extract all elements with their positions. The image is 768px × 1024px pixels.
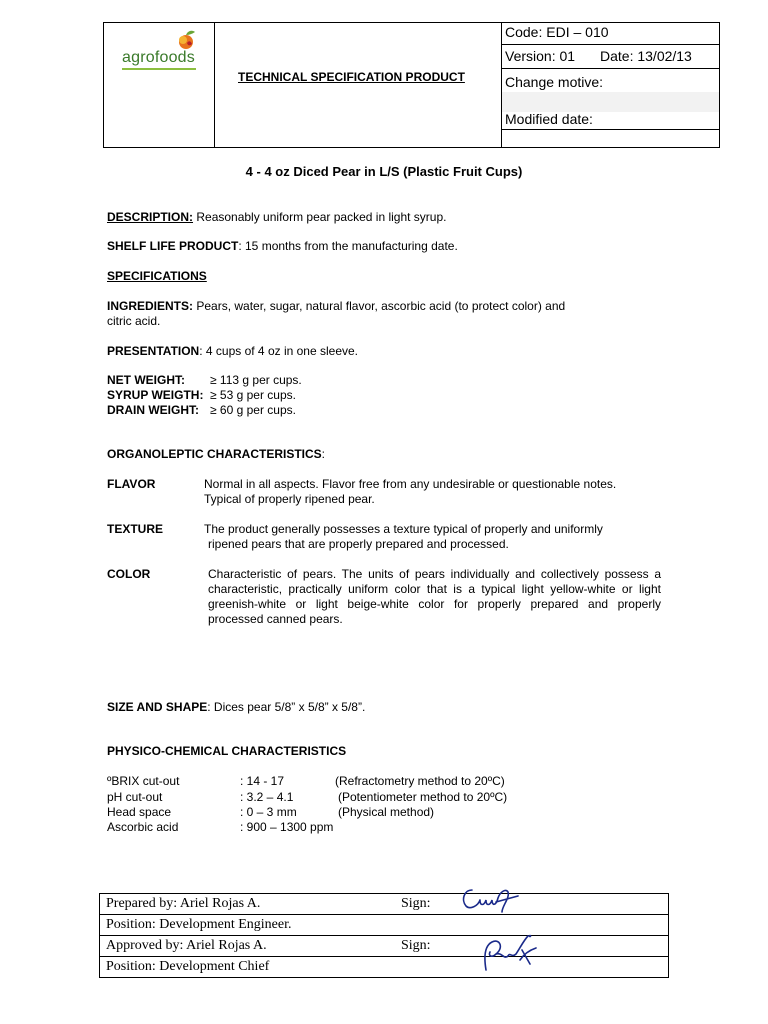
- signature-2: [476, 930, 540, 976]
- position-engineer: Position: Development Engineer.: [106, 917, 292, 932]
- flavor-label: FLAVOR: [107, 477, 156, 491]
- shelf-life: [107, 239, 458, 253]
- drain-weight-label: DRAIN WEIGHT:: [107, 403, 199, 417]
- modified-date-field: Modified date:: [505, 111, 593, 127]
- physico-heading: PHYSICO-CHEMICAL CHARACTERISTICS: [107, 744, 347, 758]
- doc-type-title: TECHNICAL SPECIFICATION PRODUCT: [238, 70, 465, 84]
- texture-line2: ripened pears that are properly prepared and processed.: [208, 537, 509, 551]
- description-label: DESCRIPTION:: [107, 210, 194, 224]
- physico-row-value: : 0 – 3 mm: [240, 805, 297, 819]
- flavor-line1: Normal in all aspects. Flavor free from any undesirable or questionable notes.: [204, 477, 617, 491]
- logo-text: agrofoods: [122, 49, 195, 66]
- description-text: Reasonably uniform pear packed in light syrup.: [193, 210, 447, 224]
- flavor-line2: Typical of properly ripened pear.: [204, 492, 375, 506]
- ingredients: [107, 299, 565, 313]
- prepared-by: Prepared by: Ariel Rojas A.: [106, 896, 261, 911]
- physico-row-name: Ascorbic acid: [107, 820, 179, 834]
- shelf-life-label: SHELF LIFE PRODUCT: [107, 239, 239, 253]
- product-title: 4 - 4 oz Diced Pear in L/S (Plastic Fruit Cups): [245, 164, 523, 179]
- syrup-weight-value: ≥ 53 g per cups.: [210, 388, 296, 402]
- shelf-life-text: : 15 months from the manufacturing date.: [238, 239, 458, 253]
- net-weight-label: NET WEIGHT:: [107, 373, 185, 387]
- physico-row-name: ºBRIX cut-out: [107, 774, 180, 788]
- physico-row-method: (Potentiometer method to 20ºC): [338, 790, 508, 804]
- logo-underline: [122, 68, 196, 70]
- drain-weight-value: ≥ 60 g per cups.: [210, 403, 296, 417]
- approval-table: [99, 893, 669, 978]
- specifications-heading: SPECIFICATIONS: [107, 269, 207, 283]
- approval-row: [100, 957, 668, 978]
- approval-row: [100, 915, 668, 936]
- physico-row-name: pH cut-out: [107, 790, 163, 804]
- change-motive-shade: [502, 92, 719, 112]
- position-chief: Position: Development Chief: [106, 959, 270, 974]
- version-field: Version: 01: [505, 48, 576, 64]
- ingredients-line2: citric acid.: [107, 314, 161, 328]
- size-shape-text: : Dices pear 5/8” x 5/8” x 5/8”.: [207, 700, 366, 714]
- header-row-line: [501, 44, 719, 45]
- date-field: Date: 13/02/13: [600, 48, 692, 64]
- physico-row-value: : 3.2 – 4.1: [240, 790, 294, 804]
- physico-row-method: (Refractometry method to 20ºC): [335, 774, 505, 788]
- physico-row-value: : 900 – 1300 ppm: [240, 820, 334, 834]
- change-motive-field: Change motive:: [505, 74, 604, 90]
- size-shape: [107, 700, 365, 714]
- sign-label: Sign:: [401, 896, 431, 911]
- code-field: Code: EDI – 010: [505, 24, 609, 40]
- presentation: [107, 344, 358, 358]
- physico-row-method: (Physical method): [338, 805, 435, 819]
- ingredients-label: INGREDIENTS:: [107, 299, 194, 313]
- texture-label: TEXTURE: [107, 522, 164, 536]
- header-row-line: [501, 129, 719, 130]
- sign-label: Sign:: [401, 938, 431, 953]
- approval-row: [100, 894, 668, 915]
- header-divider: [214, 23, 215, 147]
- approval-row: [100, 936, 668, 957]
- physico-row-name: Head space: [107, 805, 172, 819]
- size-shape-label: SIZE AND SHAPE: [107, 700, 208, 714]
- ingredients-text: Pears, water, sugar, natural flavor, ascorbic acid (to protect color) and: [193, 299, 566, 313]
- organoleptic-colon: :: [321, 447, 326, 461]
- texture-line1: The product generally possesses a texture typical of properly and uniformly: [204, 522, 603, 536]
- presentation-text: : 4 cups of 4 oz in one sleeve.: [199, 344, 358, 358]
- net-weight-value: ≥ 113 g per cups.: [210, 373, 302, 387]
- header-table: [103, 22, 720, 148]
- physico-row-value: : 14 - 17: [240, 774, 285, 788]
- color-text: Characteristic of pears. The units of pears individually and collectively possess a characteristic, practically uniform color that is a typical light yellow-white or light greenish-white or light beige-white color for properly prepared and properly processed canned pears.: [208, 567, 661, 626]
- signature-1: [458, 884, 520, 916]
- header-row-line: [501, 68, 719, 69]
- fruit-logo-icon: [175, 29, 197, 51]
- presentation-label: PRESENTATION: [107, 344, 200, 358]
- organoleptic-heading: [107, 447, 325, 461]
- organoleptic-heading-text: ORGANOLEPTIC CHARACTERISTICS: [107, 447, 322, 461]
- approved-by: Approved by: Ariel Rojas A.: [106, 938, 267, 953]
- syrup-weight-label: SYRUP WEIGTH:: [107, 388, 204, 402]
- description: [107, 210, 447, 224]
- color-label: COLOR: [107, 567, 151, 581]
